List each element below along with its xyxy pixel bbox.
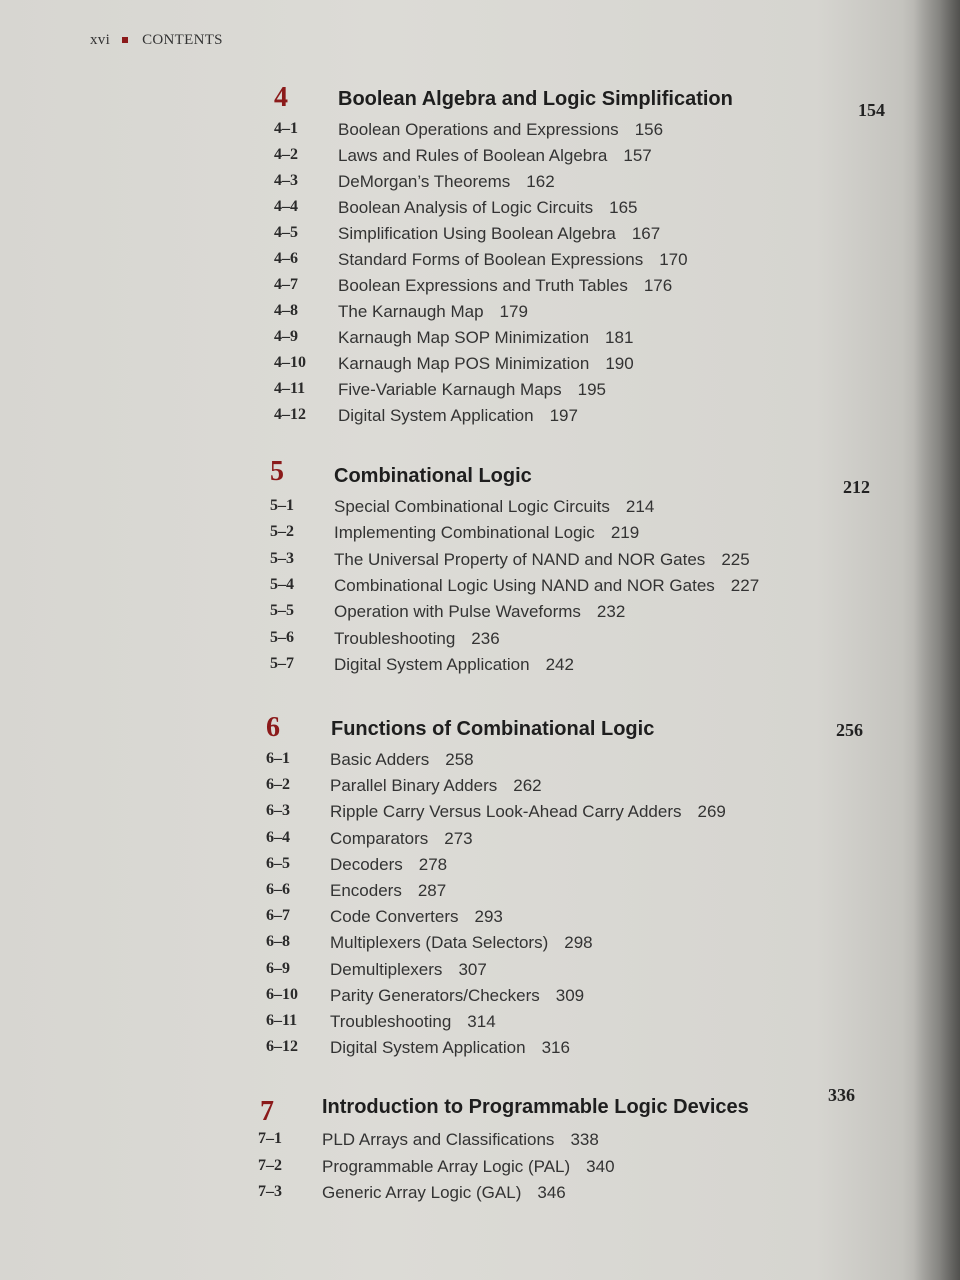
section-title-line bbox=[334, 523, 639, 543]
section-title: Boolean Expressions and Truth Tables bbox=[338, 276, 628, 295]
section-title: Combinational Logic Using NAND and NOR Gates bbox=[334, 575, 715, 595]
chapter-title: Introduction to Programmable Logic Devices bbox=[322, 1096, 749, 1118]
section-title-line bbox=[334, 497, 654, 517]
section-title: Multiplexers (Data Selectors) bbox=[330, 933, 549, 953]
section-page-number: 176 bbox=[643, 276, 673, 295]
section-title: Operation with Pulse Waveforms bbox=[334, 602, 581, 622]
section-number: 7–3 bbox=[258, 1183, 282, 1200]
section-title: Five-Variable Karnaugh Maps bbox=[338, 380, 562, 399]
section-title-line bbox=[338, 354, 634, 374]
section-page-number: 269 bbox=[697, 802, 726, 822]
section-title-line bbox=[338, 406, 578, 426]
section-number: 6–2 bbox=[266, 776, 290, 794]
section-number: 6–4 bbox=[266, 828, 290, 846]
section-title-line bbox=[338, 224, 660, 244]
section-number: 6–5 bbox=[266, 854, 290, 872]
section-title: Digital System Application bbox=[338, 406, 534, 425]
section-page-number: 298 bbox=[564, 933, 593, 953]
chapter-title: Combinational Logic bbox=[334, 465, 532, 487]
section-title-line bbox=[330, 1012, 496, 1032]
running-header bbox=[90, 32, 223, 49]
section-title: Simplification Using Boolean Algebra bbox=[338, 224, 616, 243]
section-title: Decoders bbox=[330, 854, 403, 874]
section-page-number: 167 bbox=[631, 224, 661, 243]
chapter-title: Functions of Combinational Logic bbox=[331, 718, 655, 740]
section-title-line bbox=[338, 146, 652, 166]
section-number: 4–5 bbox=[274, 224, 298, 241]
section-page-number: 316 bbox=[541, 1038, 570, 1058]
section-title: Code Converters bbox=[330, 907, 459, 927]
section-title-line bbox=[330, 750, 474, 770]
section-title: Implementing Combinational Logic bbox=[334, 523, 595, 543]
section-title: PLD Arrays and Classifications bbox=[322, 1130, 555, 1149]
section-page-number: 179 bbox=[499, 302, 528, 321]
page-edge-shadow bbox=[914, 0, 960, 1280]
section-title-line bbox=[338, 328, 633, 348]
section-number: 6–7 bbox=[266, 907, 290, 925]
section-number: 6–1 bbox=[266, 750, 290, 767]
section-number: 5–1 bbox=[270, 497, 294, 514]
section-number: 4–4 bbox=[274, 198, 298, 215]
section-number: 5–7 bbox=[270, 654, 294, 672]
section-number: 4–11 bbox=[274, 380, 306, 397]
section-title-line bbox=[334, 550, 750, 570]
section-title-line bbox=[330, 855, 447, 875]
section-page-number: 165 bbox=[609, 198, 638, 217]
section-title: Special Combinational Logic Circuits bbox=[334, 497, 610, 516]
section-page-number: 242 bbox=[545, 654, 574, 674]
section-page-number: 258 bbox=[445, 750, 474, 769]
section-title: Troubleshooting bbox=[334, 628, 456, 648]
section-title: Comparators bbox=[330, 828, 429, 848]
chapter-page-number: 256 bbox=[836, 720, 863, 740]
section-title: The Karnaugh Map bbox=[338, 302, 484, 321]
section-number: 4–1 bbox=[274, 120, 298, 137]
section-page-number: 340 bbox=[586, 1156, 615, 1176]
section-page-number: 197 bbox=[549, 406, 578, 425]
section-title-line bbox=[338, 198, 638, 218]
section-number: 4–12 bbox=[274, 406, 306, 423]
section-number: 7–2 bbox=[258, 1156, 282, 1174]
section-title: DeMorgan’s Theorems bbox=[338, 172, 511, 191]
section-number: 7–1 bbox=[258, 1130, 282, 1147]
section-page-number: 195 bbox=[577, 380, 607, 399]
section-number: 4–7 bbox=[274, 276, 298, 293]
chapter-page-number: 154 bbox=[858, 100, 885, 120]
section-title: Programmable Array Logic (PAL) bbox=[322, 1156, 571, 1176]
section-title: Boolean Analysis of Logic Circuits bbox=[338, 198, 594, 217]
contents-label: CONTENTS bbox=[142, 32, 223, 48]
section-title-line bbox=[338, 380, 606, 400]
page-number-label: xvi bbox=[90, 32, 111, 48]
section-title-line bbox=[334, 629, 500, 649]
section-page-number: 287 bbox=[417, 881, 447, 900]
section-title-line bbox=[338, 250, 688, 270]
section-number: 6–6 bbox=[266, 881, 290, 898]
section-title-line bbox=[338, 276, 672, 296]
section-title: Troubleshooting bbox=[330, 1012, 452, 1031]
section-title-line bbox=[338, 120, 663, 140]
section-title-line bbox=[330, 881, 446, 901]
section-page-number: 227 bbox=[730, 575, 760, 595]
section-title-line bbox=[322, 1130, 599, 1150]
section-page-number: 236 bbox=[471, 628, 500, 648]
section-page-number: 157 bbox=[623, 146, 652, 165]
section-page-number: 278 bbox=[418, 854, 448, 874]
chapter-page-number: 212 bbox=[843, 477, 870, 497]
section-title-line bbox=[338, 172, 555, 192]
section-title: Parallel Binary Adders bbox=[330, 776, 498, 796]
chapter-number: 4 bbox=[274, 82, 288, 113]
chapter-number: 6 bbox=[266, 712, 280, 743]
section-title: Laws and Rules of Boolean Algebra bbox=[338, 146, 608, 165]
section-title: Encoders bbox=[330, 881, 402, 900]
section-title-line bbox=[330, 1038, 570, 1058]
section-title-line bbox=[330, 802, 726, 822]
section-number: 5–4 bbox=[270, 575, 294, 593]
section-title-line bbox=[334, 602, 625, 622]
section-page-number: 232 bbox=[596, 602, 626, 622]
section-title-line bbox=[330, 829, 473, 849]
section-page-number: 314 bbox=[467, 1012, 496, 1031]
section-page-number: 262 bbox=[513, 776, 542, 796]
section-number: 6–11 bbox=[266, 1012, 298, 1029]
section-number: 5–2 bbox=[270, 523, 294, 541]
section-page-number: 273 bbox=[444, 828, 473, 848]
section-number: 4–6 bbox=[274, 250, 298, 267]
section-number: 6–8 bbox=[266, 933, 290, 951]
section-number: 4–3 bbox=[274, 172, 298, 189]
section-number: 6–12 bbox=[266, 1038, 298, 1056]
section-number: 6–9 bbox=[266, 959, 290, 977]
section-title-line bbox=[330, 986, 584, 1006]
chapter-number: 5 bbox=[270, 456, 284, 487]
section-page-number: 214 bbox=[625, 497, 655, 516]
section-title: Generic Array Logic (GAL) bbox=[322, 1183, 522, 1202]
section-title-line bbox=[338, 302, 528, 322]
header-bullet-icon bbox=[122, 37, 128, 43]
section-title-line bbox=[334, 655, 574, 675]
section-title-line bbox=[322, 1183, 566, 1203]
section-number: 6–3 bbox=[266, 802, 290, 820]
section-number: 4–2 bbox=[274, 146, 298, 163]
section-page-number: 170 bbox=[659, 250, 688, 269]
section-number: 5–3 bbox=[270, 549, 294, 567]
section-title-line bbox=[334, 576, 759, 596]
section-page-number: 162 bbox=[526, 172, 555, 191]
chapter-title: Boolean Algebra and Logic Simplification bbox=[338, 88, 733, 110]
section-page-number: 225 bbox=[721, 549, 750, 569]
section-title-line bbox=[330, 933, 593, 953]
section-title: Digital System Application bbox=[334, 654, 530, 674]
section-title-line bbox=[322, 1157, 615, 1177]
section-title: Karnaugh Map SOP Minimization bbox=[338, 328, 590, 347]
section-page-number: 293 bbox=[474, 907, 503, 927]
section-number: 4–10 bbox=[274, 354, 306, 371]
section-page-number: 190 bbox=[605, 354, 634, 373]
section-page-number: 181 bbox=[605, 328, 634, 347]
section-page-number: 156 bbox=[634, 120, 664, 139]
section-title: Parity Generators/Checkers bbox=[330, 985, 540, 1005]
section-page-number: 219 bbox=[610, 523, 640, 543]
section-number: 6–10 bbox=[266, 985, 298, 1003]
section-number: 4–9 bbox=[274, 328, 298, 345]
section-page-number: 338 bbox=[570, 1130, 599, 1149]
section-title-line bbox=[330, 960, 487, 980]
section-title: Standard Forms of Boolean Expressions bbox=[338, 250, 644, 269]
section-number: 5–5 bbox=[270, 602, 294, 620]
section-page-number: 346 bbox=[537, 1183, 566, 1202]
chapter-number: 7 bbox=[260, 1096, 274, 1127]
section-title: Karnaugh Map POS Minimization bbox=[338, 354, 590, 373]
section-title: Digital System Application bbox=[330, 1038, 526, 1058]
section-page-number: 307 bbox=[458, 959, 487, 979]
section-title: Demultiplexers bbox=[330, 959, 443, 979]
section-title: Basic Adders bbox=[330, 750, 430, 769]
section-title-line bbox=[330, 776, 542, 796]
section-title-line bbox=[330, 907, 503, 927]
section-title: The Universal Property of NAND and NOR Gates bbox=[334, 549, 706, 569]
section-number: 4–8 bbox=[274, 302, 298, 319]
chapter-page-number: 336 bbox=[828, 1085, 855, 1105]
section-page-number: 309 bbox=[555, 985, 585, 1005]
section-title: Boolean Operations and Expressions bbox=[338, 120, 619, 139]
section-number: 5–6 bbox=[270, 628, 294, 646]
section-title: Ripple Carry Versus Look-Ahead Carry Adders bbox=[330, 802, 682, 822]
